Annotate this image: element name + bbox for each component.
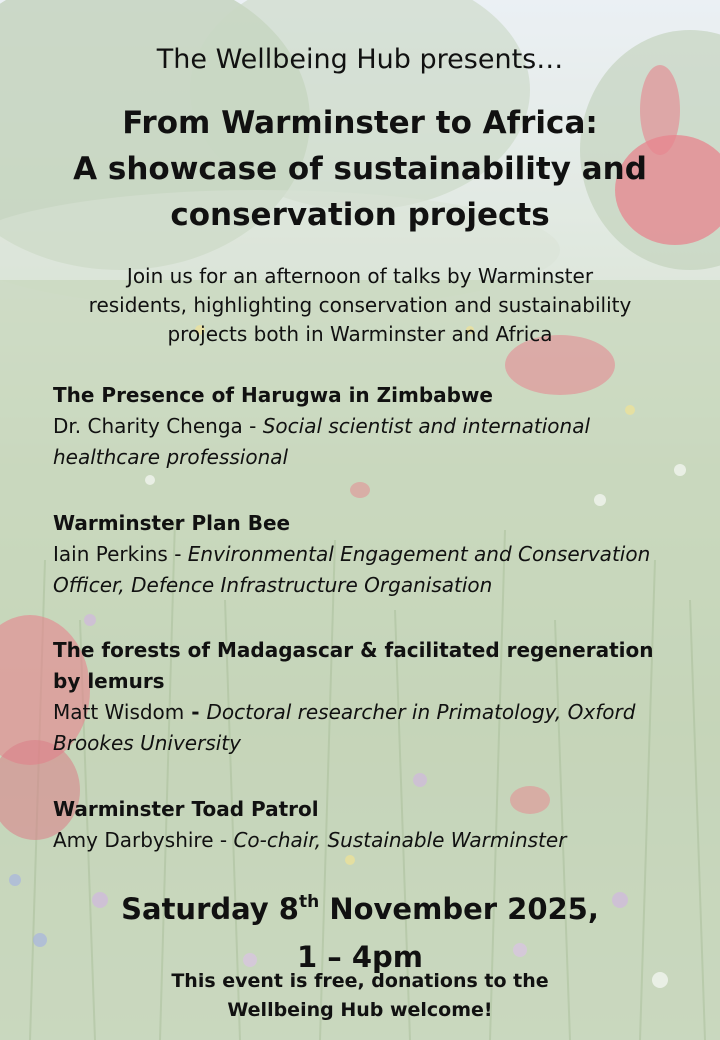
- intro-text: [0, 262, 720, 349]
- title-line: From Warminster to Africa:: [122, 105, 598, 141]
- talk-item: [53, 380, 703, 473]
- intro-line: projects both in Warminster and Africa: [167, 322, 553, 346]
- talk-speaker-line: [53, 539, 703, 570]
- speaker-role: Co-chair, Sustainable Warminster: [233, 828, 567, 852]
- intro-line: Join us for an afternoon of talks by Warminster: [126, 264, 594, 288]
- presents-line: The Wellbeing Hub presents…: [156, 44, 564, 75]
- date-prefix: Saturday 8: [121, 892, 299, 926]
- talk-speaker-line: [53, 411, 703, 442]
- speaker-role: healthcare professional: [53, 445, 289, 469]
- donation-note: [0, 967, 720, 1025]
- talk-speaker-line: [53, 697, 703, 728]
- date-ordinal: th: [299, 892, 320, 912]
- talk-speaker-line: [53, 825, 703, 856]
- talk-item: [53, 508, 703, 601]
- title-line: conservation projects: [170, 197, 550, 233]
- talk-title: Warminster Plan Bee: [53, 511, 291, 535]
- date-suffix: November 2025,: [319, 892, 599, 926]
- talk-title: Warminster Toad Patrol: [53, 797, 319, 821]
- event-date: [0, 878, 720, 981]
- note-line: Wellbeing Hub welcome!: [227, 999, 493, 1021]
- date-line: [0, 878, 720, 933]
- title-line: A showcase of sustainability and: [73, 151, 647, 187]
- talk-item: [53, 635, 703, 759]
- separator: -: [213, 828, 234, 852]
- talk-title: by lemurs: [53, 669, 165, 693]
- speaker-role: Environmental Engagement and Conservation: [187, 542, 651, 566]
- speaker-name: Amy Darbyshire: [53, 828, 214, 852]
- talk-title: The Presence of Harugwa in Zimbabwe: [53, 383, 493, 407]
- talk-title: The forests of Madagascar & facilitated regeneration: [53, 638, 654, 662]
- speaker-role: Officer, Defence Infrastructure Organisation: [53, 573, 493, 597]
- event-time: 1 – 4pm: [296, 940, 424, 974]
- intro-line: residents, highlighting conservation and sustainability: [88, 293, 632, 317]
- separator: -: [184, 700, 207, 724]
- speaker-role: Doctoral researcher in Primatology, Oxford: [206, 700, 636, 724]
- speaker-role: Social scientist and international: [262, 414, 590, 438]
- speaker-name: Dr. Charity Chenga: [53, 414, 243, 438]
- separator: -: [242, 414, 263, 438]
- separator: -: [167, 542, 188, 566]
- event-title: [0, 100, 720, 238]
- note-line: This event is free, donations to the: [171, 970, 549, 992]
- speaker-role: Brookes University: [53, 731, 241, 755]
- speaker-name: Matt Wisdom: [53, 700, 185, 724]
- speaker-name: Iain Perkins: [53, 542, 168, 566]
- talk-item: [53, 794, 703, 856]
